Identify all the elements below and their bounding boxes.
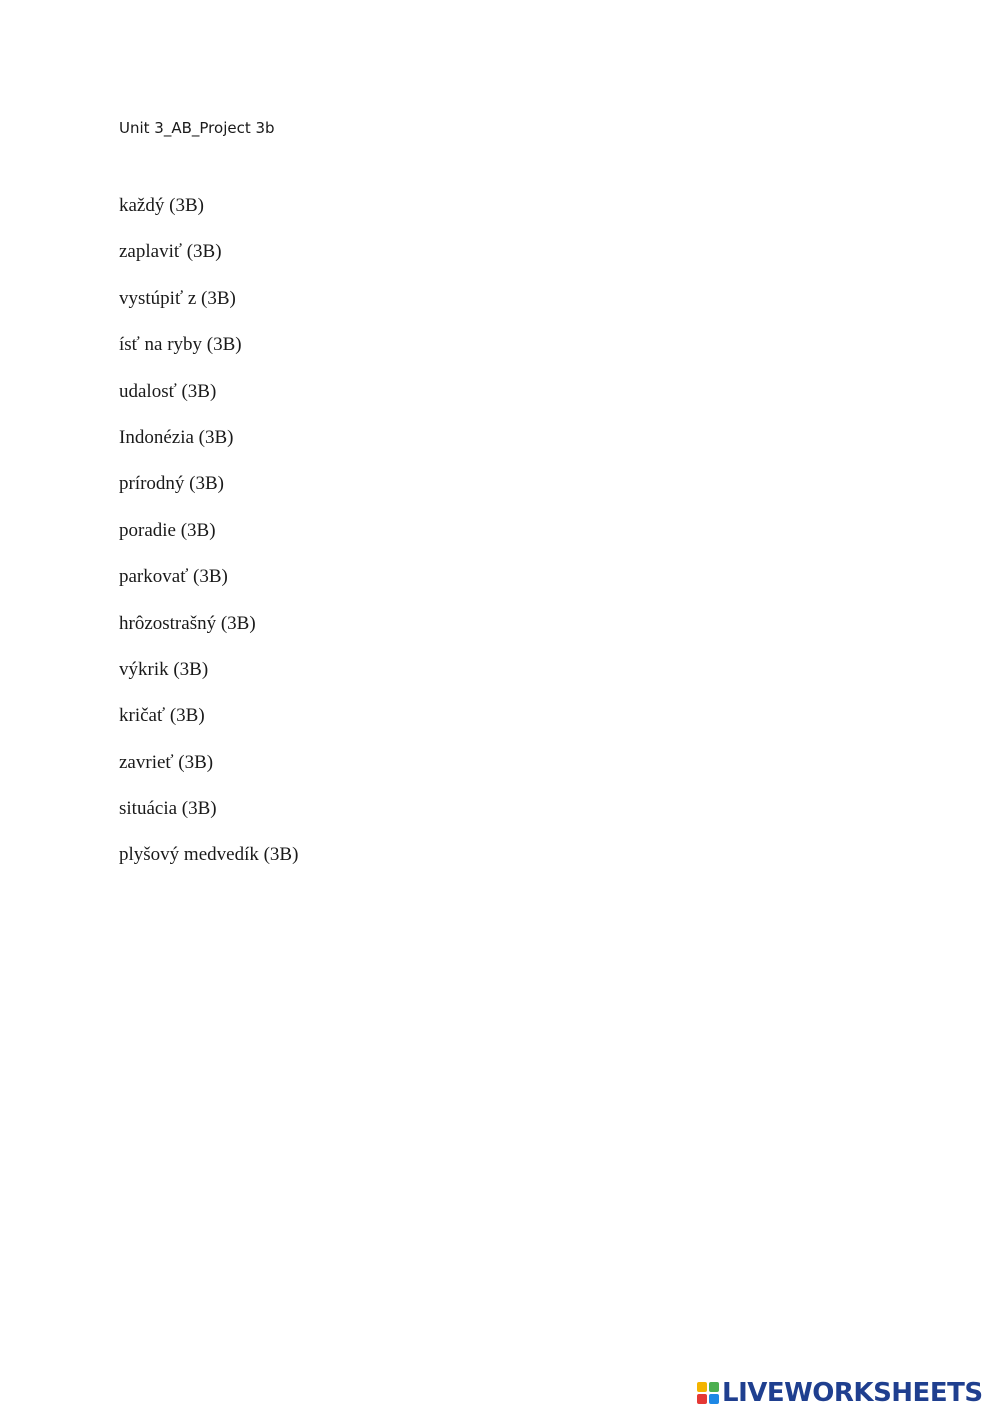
- list-item: prírodný (3B): [119, 473, 225, 495]
- list-item: poradie (3B): [119, 519, 216, 541]
- list-item: situácia (3B): [119, 798, 217, 820]
- list-item: Indonézia (3B): [119, 426, 234, 448]
- list-item: udalosť (3B): [119, 380, 217, 402]
- document-title: Unit 3_AB_Project 3b: [119, 119, 275, 137]
- list-item: vystúpiť z (3B): [119, 287, 236, 309]
- vocabulary-list: [119, 193, 298, 889]
- list-item: kričať (3B): [119, 705, 205, 727]
- list-item: plyšový medvedík (3B): [119, 844, 299, 866]
- liveworksheets-logo: [697, 1378, 983, 1408]
- list-item: každý (3B): [119, 195, 204, 216]
- list-item: výkrik (3B): [119, 658, 209, 680]
- list-item: parkovať (3B): [119, 566, 228, 588]
- liveworksheets-logo-icon: [697, 1382, 719, 1404]
- list-item: hrôzostrašný (3B): [119, 612, 256, 634]
- list-item: zavrieť (3B): [119, 751, 214, 773]
- list-item: ísť na ryby (3B): [119, 334, 242, 356]
- logo-wordmark: LIVEWORKSHEETS: [722, 1378, 983, 1408]
- list-item: zaplaviť (3B): [119, 241, 222, 263]
